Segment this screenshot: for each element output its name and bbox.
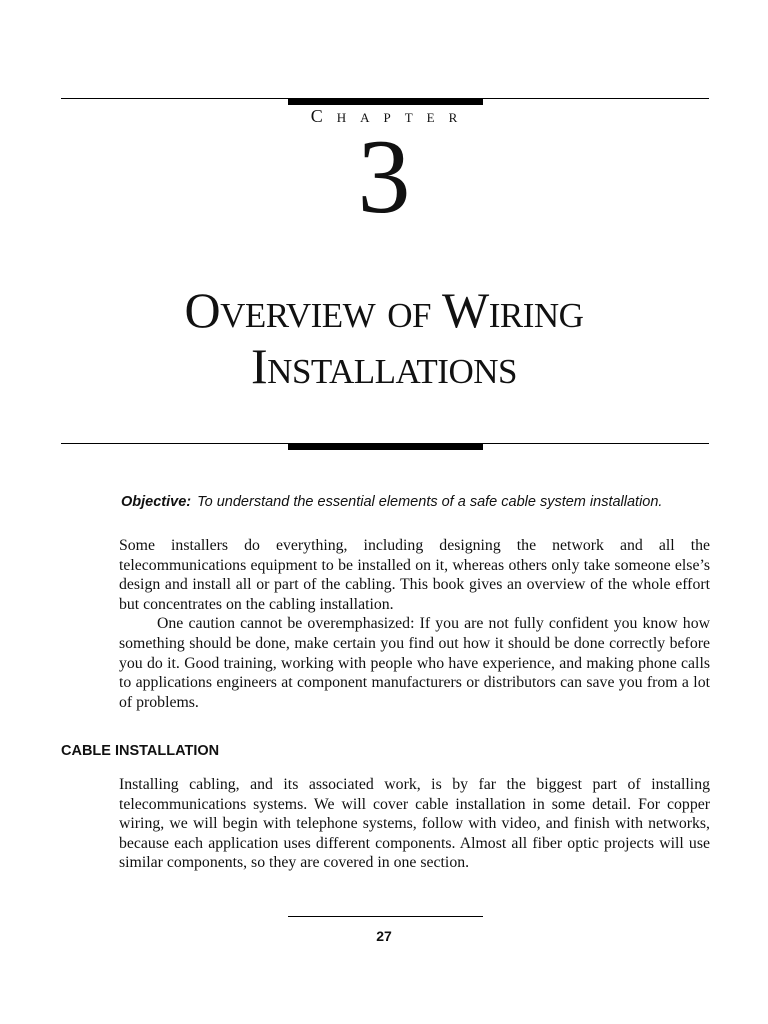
intro-paragraph-1: Some installers do everything, including designing the network and all the telecommunications equipment to be installed on it, whereas others only take someone else’s design and install all or part of the cabling. This book gives an overview of the whole effort but concentrates on the cabling installation. [119, 537, 710, 613]
section-text [119, 775, 710, 873]
chapter-title [0, 282, 768, 394]
chapter-label: Chapter [310, 106, 472, 126]
chapter-title-line2: Installations [251, 338, 517, 394]
top-rule-thick [288, 98, 483, 105]
page-number: 27 [376, 928, 392, 944]
section-paragraph-1: Installing cabling, and its associated work, is by far the biggest part of installing telecommunications systems. We will cover cable installation in some detail. For copper wiring, we will begin with telephone systems, follow with video, and finish with networks, because each application uses different components. Almost all fiber optic projects will use similar components, so they are covered in one section. [119, 776, 710, 872]
objective-text: To understand the essential elements of a safe cable system installation. [197, 494, 663, 510]
objective-label: Objective: [121, 494, 192, 510]
intro-paragraph-2: One caution cannot be overemphasized: If you are not fully confident you know how something should be done, make certain you find out how it should be done correctly before you do it. Good training, working with people who have experience, and making phone calls to applications engineers at component manufacturers or distributors can save you from a lot of problems. [119, 615, 710, 711]
section-heading: CABLE INSTALLATION [61, 743, 220, 759]
objective [121, 494, 721, 510]
chapter-title-line1: Overview of Wiring [184, 282, 584, 338]
intro-text [119, 536, 710, 712]
footer-rule [288, 916, 483, 917]
bottom-rule-thick [288, 443, 483, 450]
chapter-number: 3 [357, 118, 411, 235]
